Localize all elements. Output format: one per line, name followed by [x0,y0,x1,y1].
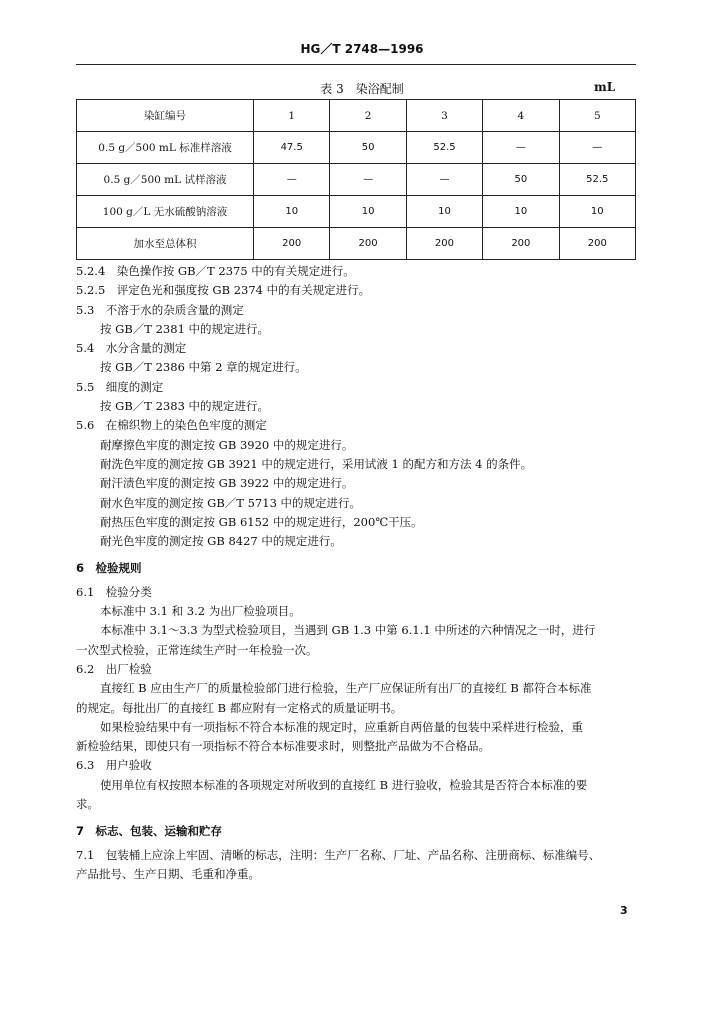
table-cell: 200 [483,228,559,260]
clause-6-2-text: 新检验结果，即使只有一项指标不符合本标准要求时，则整批产品做为不合格品。 [76,739,490,754]
clause-5-5-text: 按 GB／T 2383 中的规定进行。 [100,399,270,414]
clause-7-1-text: 产品批号、生产日期、毛重和净重。 [76,866,260,881]
table-cell: 10 [330,196,406,228]
table-cell: 200 [406,228,482,260]
section-6-heading: 6 检验规则 [76,561,142,576]
clause-6-2-text: 如果检验结果中有一项指标不符合本标准的规定时，应重新自两倍量的包装中采样进行检验，重 [100,719,583,734]
table-cell: 52.5 [559,164,635,196]
table-cell: — [330,164,406,196]
table-cell: 10 [559,196,635,228]
table-header-cell: 3 [406,100,482,132]
clause-6-2-heading: 6.2 出厂检验 [76,661,152,676]
table-cell: — [254,164,330,196]
clause-6-1-text: 一次型式检验，正常连续生产时一年检验一次。 [76,642,318,657]
table-caption: 表 3 染浴配制 [320,82,404,96]
page-number: 3 [620,904,628,917]
clause-5-3-heading: 5.3 不溶于水的杂质含量的测定 [76,302,244,317]
fastness-item: 耐摩擦色牢度的测定按 GB 3920 中的规定进行。 [100,437,354,452]
clause-6-2-text: 直接红 B 应由生产厂的质量检验部门进行检验，生产厂应保证所有出厂的直接红 B 都符合本标准 [100,681,592,696]
clause-6-3-text: 使用单位有权按照本标准的各项规定对所收到的直接红 B 进行验收，检验其是否符合本标准的要 [100,777,588,792]
table-header-cell: 1 [254,100,330,132]
table-cell: 10 [483,196,559,228]
table-cell: 10 [406,196,482,228]
dye-bath-table [76,99,636,260]
table-header-cell: 染缸编号 [77,100,254,132]
clause-6-1-heading: 6.1 检验分类 [76,584,152,599]
clause-5-2-4: 5.2.4 染色操作按 GB／T 2375 中的有关规定进行。 [76,264,355,278]
fastness-item: 耐热压色牢度的测定按 GB 6152 中的规定进行，200℃干压。 [100,514,423,529]
table-unit: mL [594,80,616,94]
table-cell: 47.5 [254,132,330,164]
table-header-cell: 4 [483,100,559,132]
fastness-item: 耐洗色牢度的测定按 GB 3921 中的规定进行，采用试液 1 的配方和方法 4 的条件。 [100,456,533,471]
table-row-label: 100 g／L 无水硫酸钠溶液 [77,196,254,228]
table-cell: 200 [254,228,330,260]
header-rule [76,64,636,65]
clause-6-1-text: 本标准中 3.1～3.3 为型式检验项目，当遇到 GB 1.3 中第 6.1.1 中所述的六种情况之一时，进行 [100,623,596,638]
table-row-label: 0.5 g／500 mL 标准样溶液 [77,132,254,164]
fastness-item: 耐汗渍色牢度的测定按 GB 3922 中的规定进行。 [100,476,354,491]
table-row-label: 加水至总体积 [77,228,254,260]
table-row [77,196,636,228]
table-cell: — [483,132,559,164]
body-text [76,262,640,884]
table-header-cell: 2 [330,100,406,132]
clause-5-6-heading: 5.6 在棉织物上的染色色牢度的测定 [76,418,267,433]
table-cell: 200 [330,228,406,260]
clause-6-2-text: 的规定。每批出厂的直接红 B 都应附有一定格式的质量证明书。 [76,700,403,715]
table-header-cell: 5 [559,100,635,132]
clause-6-1-text: 本标准中 3.1 和 3.2 为出厂检验项目。 [100,604,301,619]
clause-5-2-5: 5.2.5 评定色光和强度按 GB 2374 中的有关规定进行。 [76,283,371,298]
table-cell: 200 [559,228,635,260]
table-row-label: 0.5 g／500 mL 试样溶液 [77,164,254,196]
clause-5-4-text: 按 GB／T 2386 中第 2 章的规定进行。 [100,360,307,375]
table-cell: 52.5 [406,132,482,164]
table-cell: — [559,132,635,164]
fastness-item: 耐光色牢度的测定按 GB 8427 中的规定进行。 [100,534,342,549]
table-row [77,164,636,196]
standard-number-header: HG／T 2748—1996 [300,42,424,56]
table-cell: 50 [483,164,559,196]
table-cell: 10 [254,196,330,228]
table-row [77,228,636,260]
clause-6-3-text: 求。 [76,797,99,812]
table-cell: — [406,164,482,196]
clause-7-1-text: 7.1 包装桶上应涂上牢固、清晰的标志，注明：生产厂名称、厂址、产品名称、注册商标、标准编号、 [76,847,601,862]
table-cell: 50 [330,132,406,164]
table-row [77,132,636,164]
clause-5-3-text: 按 GB／T 2381 中的规定进行。 [100,321,270,336]
fastness-item: 耐水色牢度的测定按 GB／T 5713 中的规定进行。 [100,495,362,510]
clause-5-5-heading: 5.5 细度的测定 [76,379,164,394]
section-7-heading: 7 标志、包装、运输和贮存 [76,824,223,839]
clause-6-3-heading: 6.3 用户验收 [76,758,152,773]
table-header-row [77,100,636,132]
clause-5-4-heading: 5.4 水分含量的测定 [76,341,187,356]
